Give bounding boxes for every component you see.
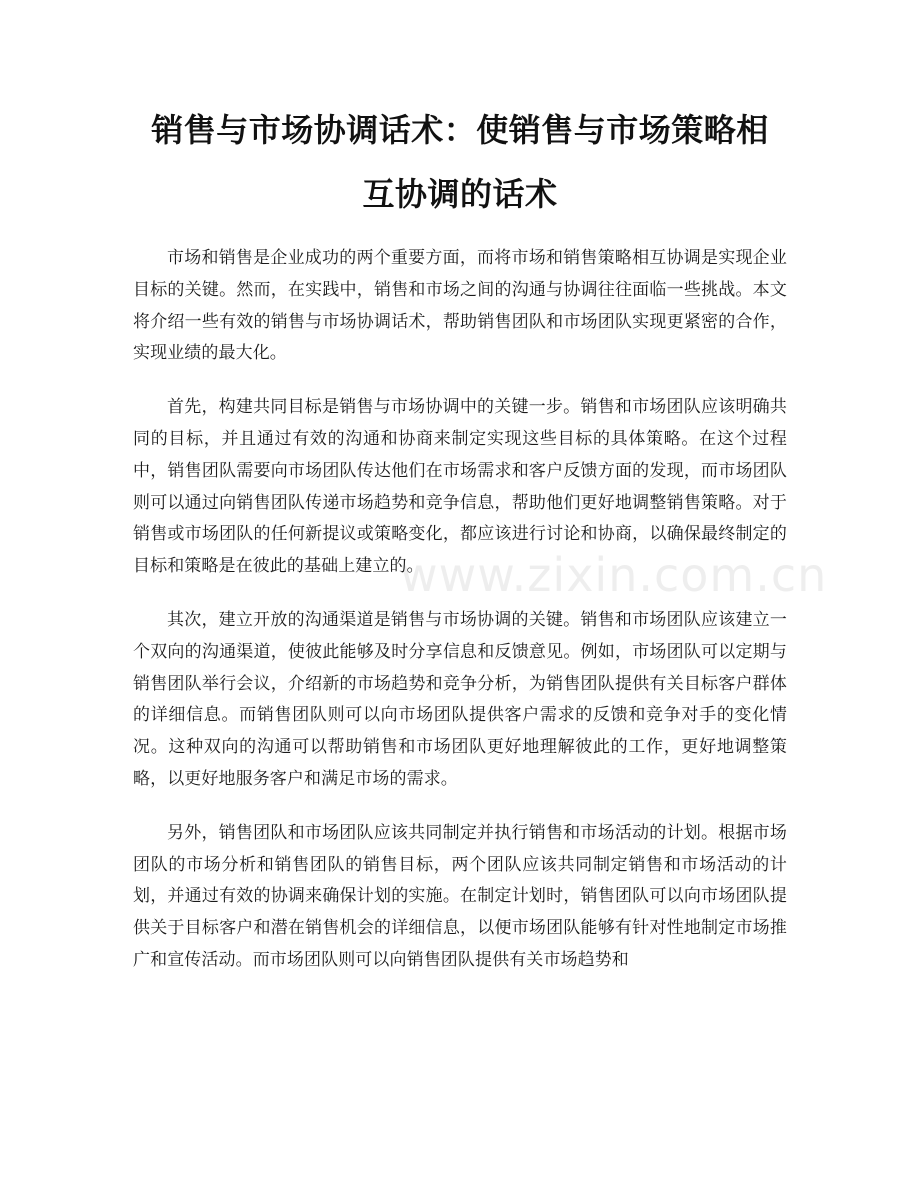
document-title (120, 98, 800, 226)
paragraph-common-goals: 首先，构建共同目标是销售与市场协调中的关键一步。销售和市场团队应该明确共同的目标，并且通过有效的沟通和协商来制定实现这些目标的具体策略。在这个过程中，销售团队需要向市场团队传达他们在市场需求和客户反馈方面的发现，而市场团队则可以通过向销售团队传递市场趋势和竞争信息，帮助他们更好地调整销售策略。对于销售或市场团队的任何新提议或策略变化，都应该进行讨论和协商，以确保最终制定的目标和策略是在彼此的基础上建立的。 (133, 397, 787, 577)
title-line-1: 销售与市场协调话术：使销售与市场策略相 (151, 111, 769, 149)
paragraph-open-communication: 其次，建立开放的沟通渠道是销售与市场协调的关键。销售和市场团队应该建立一个双向的沟通渠道，使彼此能够及时分享信息和反馈意见。例如，市场团队可以定期与销售团队举行会议，介绍新的市场趋势和竞争分析，为销售团队提供有关目标客户群体的详细信息。而销售团队则可以向市场团队提供客户需求的反馈和竞争对手的变化情况。这种双向的沟通可以帮助销售和市场团队更好地理解彼此的工作，更好地调整策略，以更好地服务客户和满足市场的需求。 (133, 609, 787, 789)
paragraph-joint-planning: 另外，销售团队和市场团队应该共同制定并执行销售和市场活动的计划。根据市场团队的市场分析和销售团队的销售目标，两个团队应该共同制定销售和市场活动的计划，并通过有效的协调来确保计划的实施。在制定计划时，销售团队可以向市场团队提供关于目标客户和潜在销售机会的详细信息，以便市场团队能够有针对性地制定市场推广和宣传活动。而市场团队则可以向销售团队提供有关市场趋势和 (133, 822, 787, 970)
watermark: www.zixin.com.cn (400, 548, 828, 602)
title-line-2: 互协调的话术 (362, 175, 558, 213)
paragraph-intro: 市场和销售是企业成功的两个重要方面，而将市场和销售策略相互协调是实现企业目标的关键。然而，在实践中，销售和市场之间的沟通与协调往往面临一些挑战。本文将介绍一些有效的销售与市场协调话术，帮助销售团队和市场团队实现更紧密的合作，实现业绩的最大化。 (133, 248, 787, 364)
document-body (133, 243, 787, 999)
